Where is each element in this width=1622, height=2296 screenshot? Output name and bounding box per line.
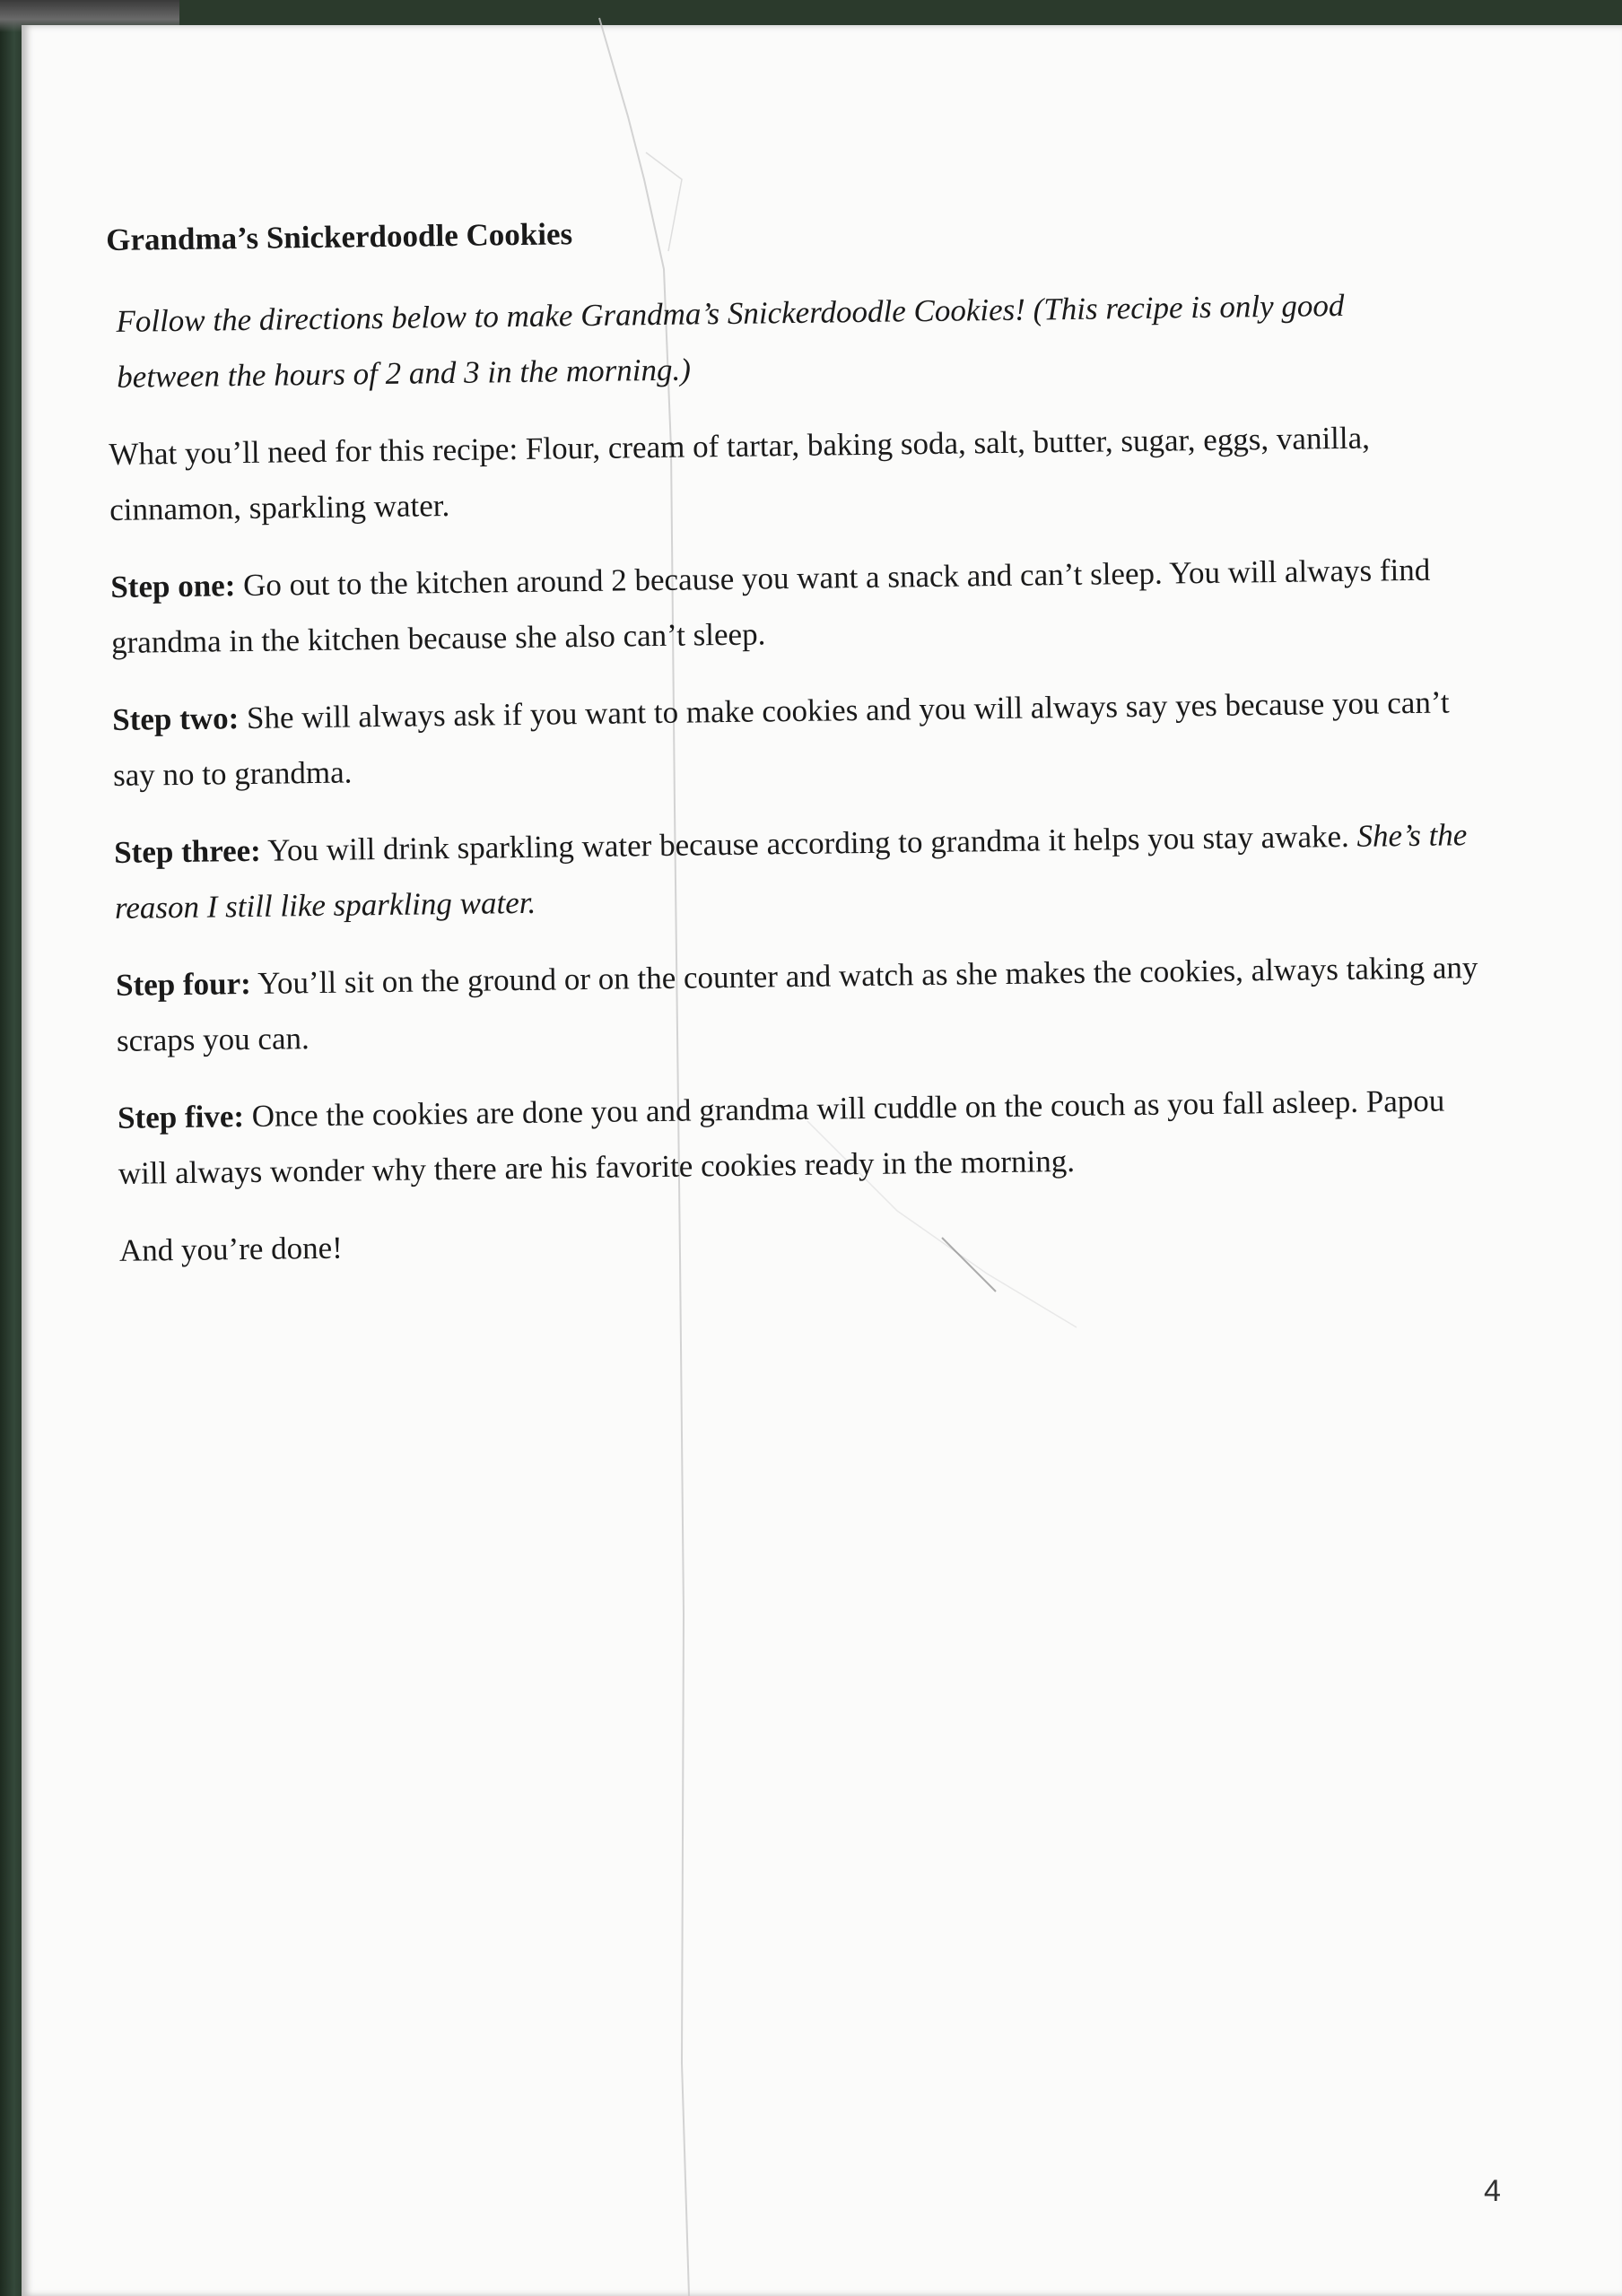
step-two: [112, 674, 1495, 804]
step-label: Step two:: [112, 700, 240, 737]
step-text: Go out to the kitchen around 2 because you want a snack and can’t sleep. You will always find grandma in the kitchen because she also can’t sleep.: [110, 552, 1431, 660]
step-label: Step five:: [117, 1099, 245, 1135]
step-one: [110, 542, 1493, 671]
recipe-title: Grandma’s Snickerdoodle Cookies: [106, 216, 573, 257]
step-text: She will always ask if you want to make cookies and you will always say yes because you can’t say no to grandma.: [112, 684, 1450, 793]
step-text: Once the cookies are done you and grandma will cuddle on the couch as you fall asleep. Papou will always wonder why there are his favorite cookies ready in the morning.: [118, 1083, 1445, 1191]
step-label: Step four:: [115, 965, 252, 1003]
closing-line: And you’re done!: [118, 1230, 344, 1268]
step-text: You will drink sparkling water because according to grandma it helps you stay awake.: [267, 818, 1350, 868]
recipe-content: [106, 204, 1520, 1300]
step-label: Step one:: [110, 568, 236, 604]
page-number: 4: [1484, 2174, 1501, 2208]
step-italic-note: She’s the reason I still like sparkling water.: [114, 817, 1468, 926]
step-five: [118, 1073, 1500, 1202]
scanner-edge: [0, 0, 23, 2296]
recipe-intro: Follow the directions below to make Grandma’s Snickerdoodle Cookies! (This recipe is only good between the hours of 2 and 3 in the morning.): [116, 287, 1345, 395]
step-text: You’ll sit on the ground or on the counter and watch as she makes the cookies, always taking any scraps you can.: [116, 950, 1478, 1058]
step-three: [114, 807, 1496, 936]
ingredients-paragraph: What you’ll need for this recipe: Flour, cream of tartar, baking soda, salt, butter, sugar, eggs, vanilla, cinnamon, sparkling water.: [109, 420, 1371, 527]
step-four: [116, 940, 1498, 1069]
step-label: Step three:: [113, 832, 262, 870]
